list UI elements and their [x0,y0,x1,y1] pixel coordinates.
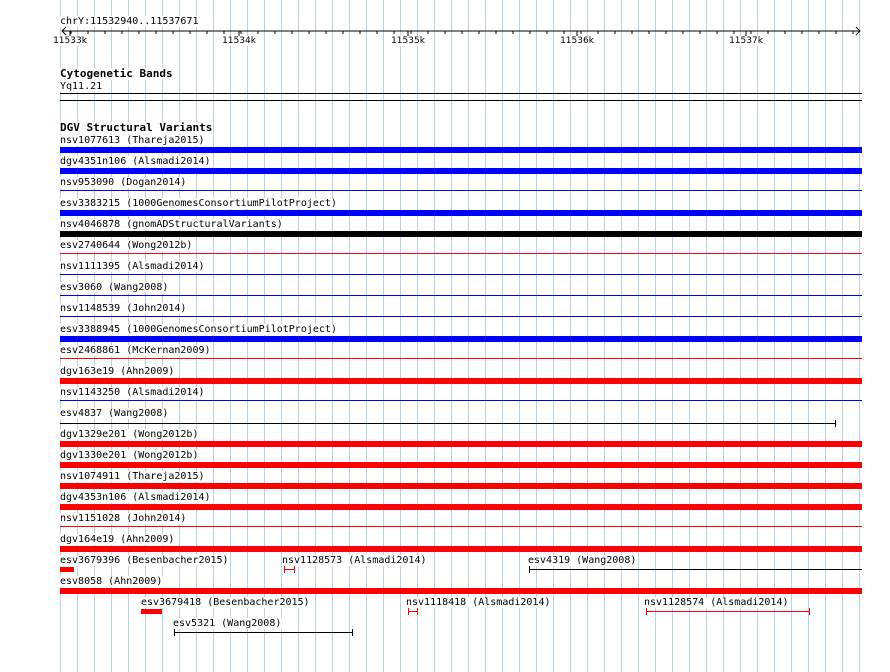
dgv-variant-row[interactable] [0,450,890,471]
variant-label: esv2740644 (Wong2012b) [60,240,193,251]
variant-feature[interactable] [60,274,862,275]
dgv-variant-row[interactable] [0,387,890,408]
variant-feature[interactable] [60,336,862,342]
dgv-variant-row[interactable] [0,303,890,324]
variant-label: esv3060 (Wang2008) [60,282,169,293]
variant-label: esv4837 (Wang2008) [60,408,169,419]
cytoband-track-title: Cytogenetic Bands [60,67,173,80]
variant-feature[interactable] [60,588,862,594]
variant-feature[interactable] [174,632,353,633]
variant-feature[interactable] [284,569,295,570]
variant-feature[interactable] [60,567,74,572]
interval-start-cap [529,566,530,573]
dgv-variant-row[interactable] [0,177,890,198]
variant-label: nsv1151028 (John2014) [60,513,187,524]
variant-label: dgv4353n106 (Alsmadi2014) [60,492,211,503]
dgv-variant-row[interactable] [0,408,890,429]
dgv-variant-row[interactable] [0,534,890,555]
variant-feature[interactable] [60,147,862,153]
interval-end-cap [352,629,353,636]
variant-label: nsv1148539 (John2014) [60,303,187,314]
dgv-variant-row[interactable] [0,198,890,219]
variant-label: nsv4046878 (gnomADStructuralVariants) [60,219,283,230]
variant-label: nsv1111395 (Alsmadi2014) [60,261,205,272]
variant-feature[interactable] [60,358,862,359]
variant-feature[interactable] [60,546,862,552]
variant-feature[interactable] [529,569,862,570]
variant-label: dgv1330e201 (Wong2012b) [60,450,199,461]
track-separator [60,100,862,101]
dgv-variant-row[interactable] [0,156,890,177]
variant-feature[interactable] [646,611,810,612]
variant-feature[interactable] [60,295,862,296]
cytoband-label: Yq11.21 [60,81,103,92]
dgv-variant-row[interactable] [0,219,890,240]
tick-label: 11533k [53,36,87,46]
dgv-variant-row[interactable] [0,429,890,450]
variant-feature[interactable] [141,609,162,614]
variant-feature[interactable] [60,441,862,447]
variant-feature[interactable] [60,423,836,424]
dgv-variant-row[interactable] [0,345,890,366]
variant-feature[interactable] [60,210,862,216]
interval-start-cap [174,629,175,636]
variant-label: esv3679396 (Besenbacher2015) [60,555,229,566]
dgv-variant-row[interactable] [0,471,890,492]
tick-label: 11535k [391,36,425,46]
tick-label: 11537k [729,36,763,46]
variant-label: nsv953090 (Dogan2014) [60,177,187,188]
variant-label: nsv1074911 (Thareja2015) [60,471,205,482]
variant-feature[interactable] [60,316,862,317]
interval-end-cap [417,608,418,615]
location-label: chrY:11532940..11537671 [60,16,199,27]
interval-end-cap [809,608,810,615]
variant-feature[interactable] [60,190,862,191]
variant-feature[interactable] [60,378,862,384]
variant-feature[interactable] [60,168,862,174]
dgv-variant-row[interactable] [0,366,890,387]
interval-start-cap [284,566,285,573]
variant-label: nsv1128573 (Alsmadi2014) [282,555,427,566]
dgv-track-title: DGV Structural Variants [60,121,213,134]
variant-label: dgv1329e201 (Wong2012b) [60,429,199,440]
variant-feature[interactable] [60,253,862,254]
variant-label: esv4319 (Wang2008) [528,555,637,566]
interval-end-cap [294,566,295,573]
variant-label: esv3388945 (1000GenomesConsortiumPilotProject) [60,324,337,335]
variant-feature[interactable] [60,231,862,237]
variant-label: nsv1143250 (Alsmadi2014) [60,387,205,398]
variant-label: esv2468861 (McKernan2009) [60,345,211,356]
variant-label: dgv163e19 (Ahn2009) [60,366,175,377]
dgv-variant-row[interactable] [0,513,890,534]
dgv-variant-row[interactable] [0,282,890,303]
variant-feature[interactable] [60,483,862,489]
dgv-variant-row[interactable] [0,240,890,261]
dgv-variant-row[interactable] [0,492,890,513]
variant-feature[interactable] [60,526,862,527]
dgv-variant-row[interactable] [0,324,890,345]
variant-label: esv8058 (Ahn2009) [60,576,163,587]
variant-label: nsv1077613 (Thareja2015) [60,135,205,146]
tick-label: 11534k [222,36,256,46]
tick-label: 11536k [560,36,594,46]
dgv-variant-row[interactable] [0,261,890,282]
variant-label: nsv1128574 (Alsmadi2014) [644,597,789,608]
variant-feature[interactable] [408,611,418,612]
variant-feature[interactable] [60,504,862,510]
variant-label: esv3679418 (Besenbacher2015) [141,597,310,608]
interval-end-cap [835,420,836,427]
interval-start-cap [646,608,647,615]
variant-label: esv5321 (Wang2008) [173,618,282,629]
cytoband-bar[interactable] [60,93,862,94]
interval-start-cap [408,608,409,615]
variant-feature[interactable] [60,462,862,468]
variant-feature[interactable] [60,400,862,401]
variant-label: dgv164e19 (Ahn2009) [60,534,175,545]
variant-label: esv3383215 (1000GenomesConsortiumPilotProject) [60,198,337,209]
variant-label: dgv4351n106 (Alsmadi2014) [60,156,211,167]
dgv-variant-row[interactable] [0,135,890,156]
variant-label: nsv1118418 (Alsmadi2014) [406,597,551,608]
